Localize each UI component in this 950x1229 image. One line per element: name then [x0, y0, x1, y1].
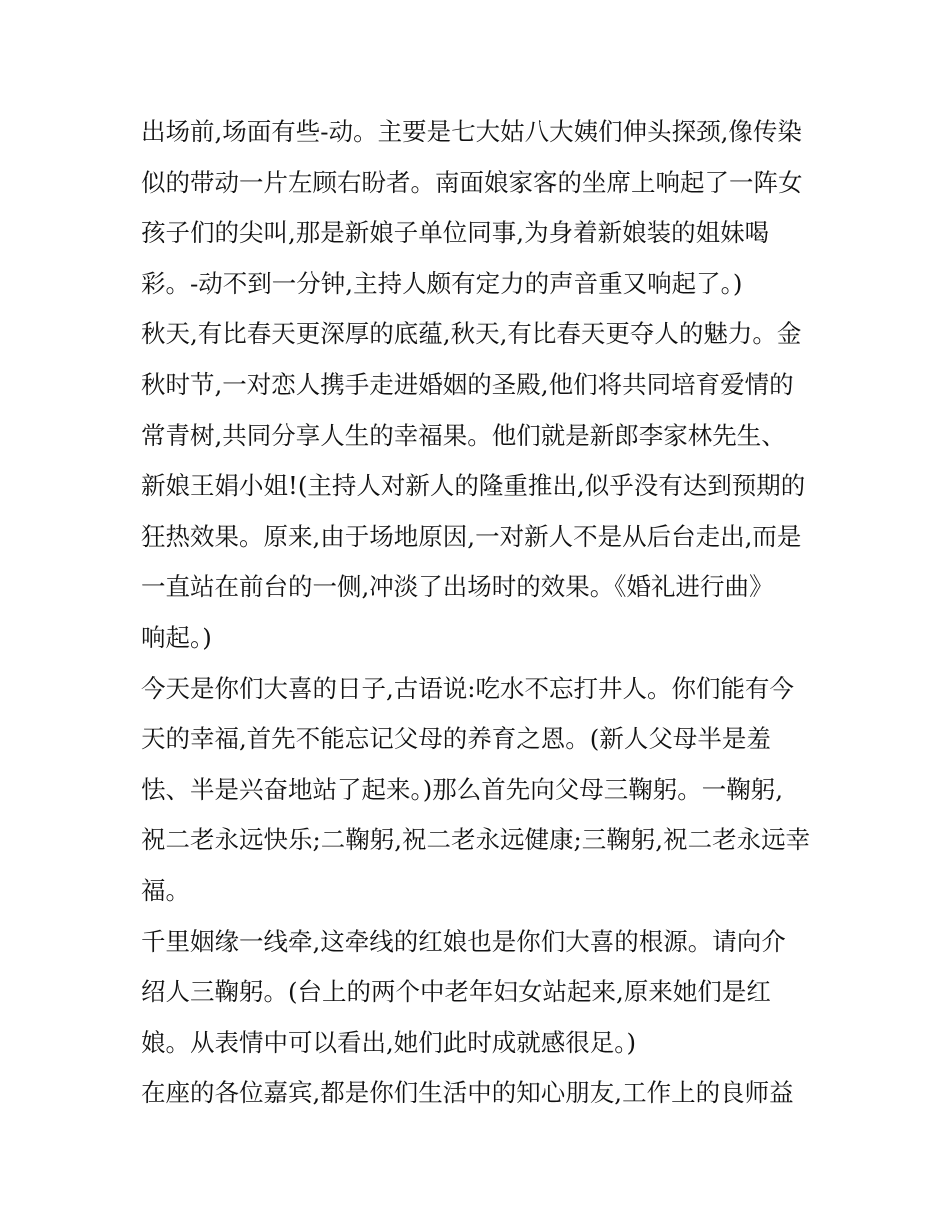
text-line: 绍人三鞠躬。(台上的两个中老年妇女站起来,原来她们是红 [141, 977, 771, 1007]
text-line: 祝二老永远快乐;二鞠躬,祝二老永远健康;三鞠躬,祝二老永远幸 [141, 825, 811, 855]
text-line: 秋时节,一对恋人携手走进婚姻的圣殿,他们将共同培育爱情的 [141, 369, 794, 399]
text-line: 怯、半是兴奋地站了起来。)那么首先向父母三鞠躬。一鞠躬, [141, 774, 784, 804]
text-line: 狂热效果。原来,由于场地原因,一对新人不是从后台走出,而是 [141, 521, 802, 551]
text-line: 一直站在前台的一侧,冲淡了出场时的效果。《婚礼进行曲》 [141, 572, 774, 602]
text-line: 在座的各位嘉宾,都是你们生活中的知心朋友,工作上的良师益 [141, 1078, 794, 1108]
text-line: 孩子们的尖叫,那是新娘子单位同事,为身着新娘装的姐妹喝 [141, 218, 770, 248]
text-line: 响起。) [141, 622, 212, 652]
text-line: 似的带动一片左顾右盼者。南面娘家客的坐席上响起了一阵女 [141, 167, 803, 197]
text-line: 秋天,有比春天更深厚的底蕴,秋天,有比春天更夺人的魅力。金 [141, 319, 802, 349]
text-line: 出场前,场面有些-动。主要是七大姑八大姨们伸头探颈,像传染 [141, 117, 802, 146]
text-line: 娘。从表情中可以看出,她们此时成就感很足。) [141, 1027, 637, 1057]
text-line: 彩。-动不到一分钟,主持人颇有定力的声音重又响起了。) [141, 268, 743, 298]
text-line: 福。 [141, 875, 190, 905]
text-line: 今天是你们大喜的日子,古语说:吃水不忘打井人。你们能有今 [141, 673, 795, 703]
text-line: 常青树,共同分享人生的幸福果。他们就是新郎李家林先生、 [141, 420, 786, 450]
text-line: 千里姻缘一线牵,这牵线的红娘也是你们大喜的根源。请向介 [141, 926, 786, 956]
text-line: 新娘王娟小姐!(主持人对新人的隆重推出,似乎没有达到预期的 [141, 471, 806, 501]
text-line: 天的幸福,首先不能忘记父母的养育之恩。(新人父母半是羞 [141, 724, 771, 754]
document-body [141, 107, 821, 1119]
